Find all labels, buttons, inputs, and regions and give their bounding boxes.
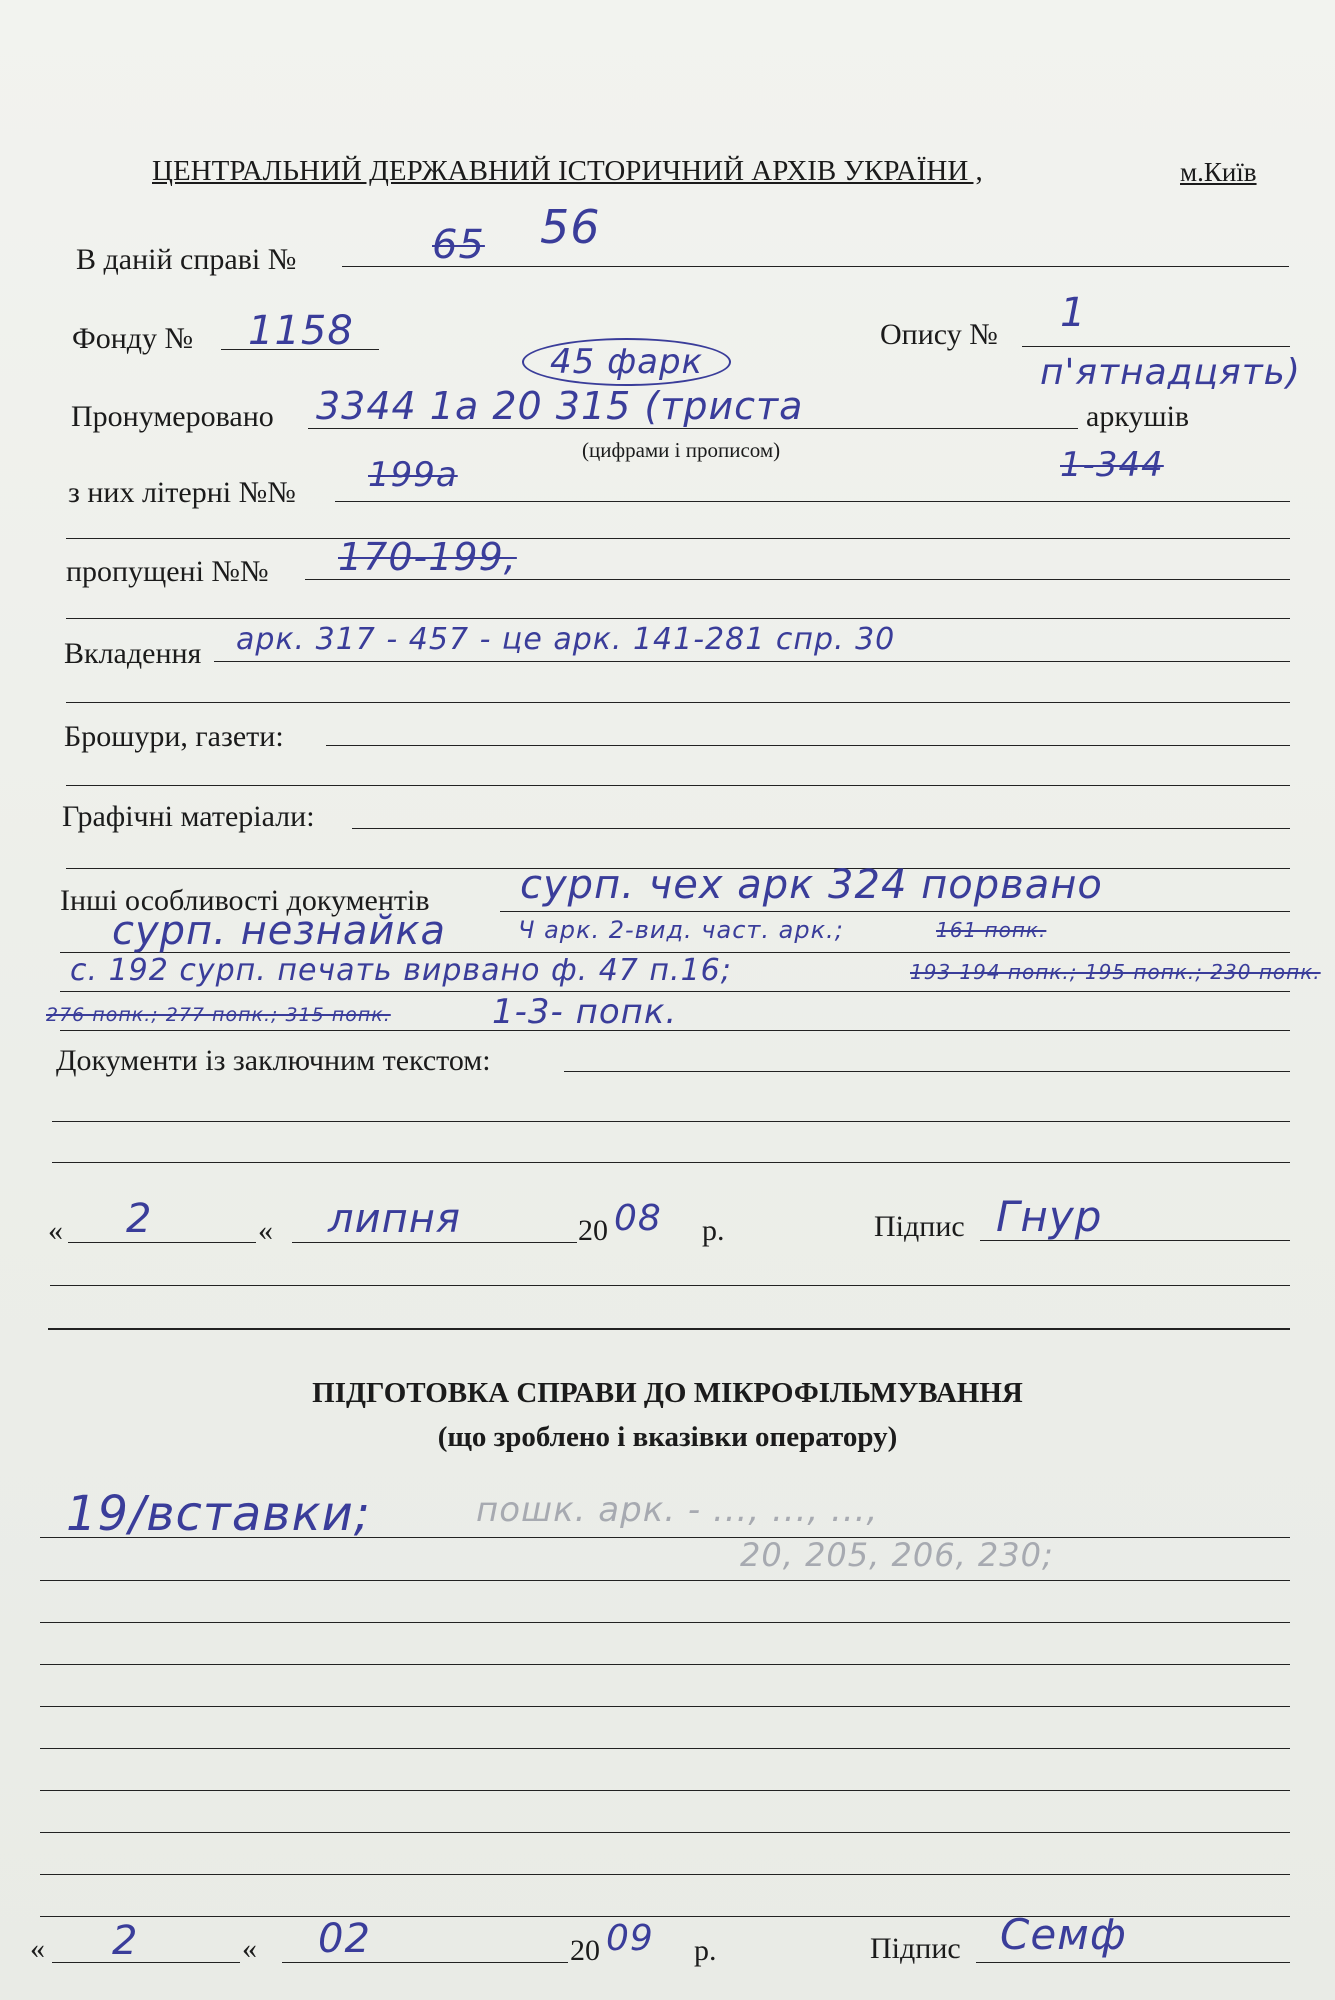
blank-line-7 (52, 1162, 1290, 1163)
other-line-1 (500, 911, 1290, 912)
fond-value: 1158 (248, 308, 354, 354)
date1-year-prefix: 20 (578, 1214, 608, 1247)
date1-year-label: р. (702, 1214, 725, 1247)
date1-year-suffix: 08 (614, 1198, 662, 1239)
other-label: Інші особливості документів (60, 884, 430, 917)
other-line-3-struck: 193-194 попк.; 195 попк.; 230 попк. (910, 960, 1321, 984)
letter-line (335, 501, 1290, 502)
blank-line-3 (66, 702, 1290, 703)
numbered-circled: 45 фарк (522, 338, 731, 386)
archive-city: м.Київ (1180, 157, 1257, 187)
brochures-line (326, 745, 1290, 746)
blank-line-6 (52, 1121, 1290, 1122)
numbered-value: 3344 1а 20 315 (триста (316, 384, 804, 428)
numbered-hint: (цифрами і прописом) (582, 438, 781, 462)
other-line-1-text: сурп. чех арк 324 порвано (520, 862, 1103, 908)
date2-month-line (282, 1962, 568, 1963)
date1-open-quote: « (48, 1214, 63, 1247)
letter-label: з них літерні №№ (68, 476, 296, 509)
enclosure-value: арк. 317 - 457 - це арк. 141-281 спр. 30 (236, 622, 896, 657)
blank-line-1 (66, 538, 1290, 539)
date2-year-label: р. (694, 1934, 717, 1967)
s2-line-3 (40, 1622, 1290, 1623)
date2-year-prefix: 20 (570, 1934, 600, 1967)
date1-day: 2 (126, 1196, 153, 1242)
signature2-label: Підпис (870, 1932, 961, 1965)
section2-note: 19/вставки; (66, 1486, 371, 1542)
letter-value-right: 1-344 (1060, 445, 1164, 485)
date2-year-suffix: 09 (606, 1918, 654, 1959)
date1-close-quote: « (258, 1214, 273, 1247)
skipped-label: пропущені №№ (66, 555, 269, 588)
blank-line-4 (66, 785, 1290, 786)
s2-line-4 (40, 1664, 1290, 1665)
date2-day: 2 (112, 1918, 139, 1964)
enclosure-line (214, 661, 1290, 662)
graphic-label: Графічні матеріали: (62, 800, 315, 833)
case-value-struck: 65 (432, 222, 485, 268)
signature2: Семф (1000, 1910, 1127, 1959)
s2-line-9 (40, 1874, 1290, 1875)
opys-value: 1 (1060, 290, 1087, 336)
s2-line-5 (40, 1706, 1290, 1707)
opys-label: Опису № (880, 318, 998, 351)
s2-line-1 (40, 1537, 1290, 1538)
graphic-line (352, 828, 1290, 829)
section2-note-faint-2: 20, 205, 206, 230; (740, 1536, 1054, 1574)
signature1: Гнур (996, 1192, 1103, 1241)
s2-line-8 (40, 1832, 1290, 1833)
signature1-label: Підпис (874, 1210, 965, 1243)
case-value: 56 (540, 200, 601, 254)
section2-subtitle: (що зроблено і вказівки оператору) (437, 1421, 898, 1453)
fond-label: Фонду № (72, 322, 194, 355)
final-text-line (564, 1071, 1290, 1072)
date2-open-quote: « (30, 1932, 45, 1965)
signature2-line (976, 1962, 1290, 1963)
s2-line-7 (40, 1790, 1290, 1791)
date1-month-line (292, 1242, 577, 1243)
other-line-4-struck: 276 попк.; 277 попк.; 315 попк. (46, 1004, 391, 1026)
date1-month: липня (328, 1196, 461, 1242)
brochures-label: Брошури, газети: (64, 720, 284, 753)
other-line-3-text-a: с. 192 сурп. печать вирвано ф. 47 п.16; (70, 953, 732, 988)
other-line-4-text-b: 1-3- попк. (492, 992, 678, 1032)
skipped-line (305, 579, 1290, 580)
opys-line (1022, 346, 1290, 347)
final-text-label: Документи із заключним текстом: (56, 1044, 491, 1077)
s2-line-2 (40, 1580, 1290, 1581)
date2-day-line (52, 1962, 240, 1963)
other-line-2-text-b: Ч арк. 2-вид. част. арк.; (518, 916, 844, 944)
section2-title: ПІДГОТОВКА СПРАВИ ДО МІКРОФІЛЬМУВАННЯ (312, 1377, 1023, 1409)
case-label: В даній справі № (76, 243, 297, 276)
date2-month: 02 (318, 1916, 371, 1962)
blank-line-2 (66, 618, 1290, 619)
date2-close-quote: « (242, 1932, 257, 1965)
letter-value: 199а (368, 455, 458, 495)
archive-name: ЦЕНТРАЛЬНИЙ ДЕРЖАВНИЙ ІСТОРИЧНИЙ АРХІВ УКРАЇНИ , (152, 155, 983, 187)
section-divider (48, 1328, 1290, 1330)
other-line-2-text-a: сурп. незнайка (112, 908, 446, 954)
date1-day-line (68, 1242, 256, 1243)
numbered-label: Пронумеровано (71, 400, 274, 433)
blank-line-8 (50, 1285, 1290, 1286)
s2-line-6 (40, 1748, 1290, 1749)
skipped-value: 170-199, (338, 535, 517, 579)
section2-note-faint-1: пошк. арк. - ..., ..., ..., (476, 1490, 879, 1530)
enclosure-label: Вкладення (64, 637, 202, 670)
other-line-2-struck: 161 попк. (936, 918, 1047, 942)
numbered-line (308, 428, 1078, 429)
sheets-label: аркушів (1086, 400, 1190, 433)
numbered-value-continued: п'ятнадцять) (1040, 352, 1301, 393)
